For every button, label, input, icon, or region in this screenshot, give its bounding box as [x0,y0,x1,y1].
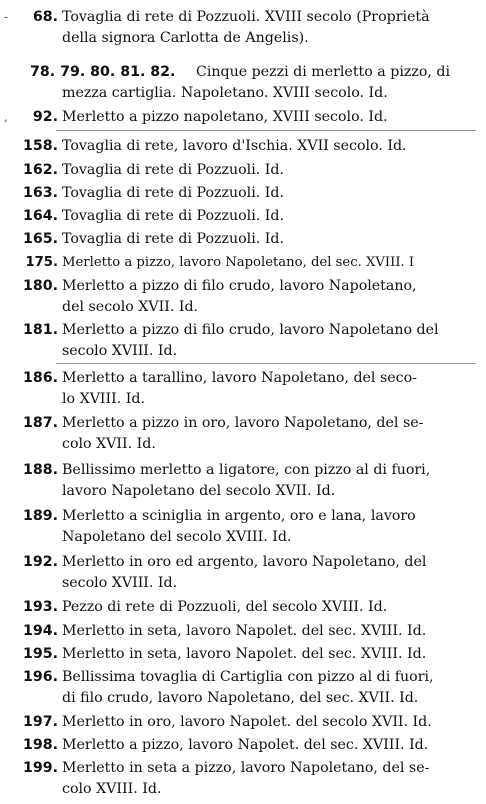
entry-text: secolo XVIII. Id. [62,343,178,359]
entry-text: secolo XVIII. Id. [62,575,178,591]
entry-text: Merletto a pizzo, lavoro Napoletano, del sec. XVIII. I [62,255,415,270]
entry-text: Tovaglia di rete di Pozzuoli. Id. [62,231,284,247]
entry-text: Tovaglia di rete di Pozzuoli. Id. [62,162,284,178]
entry-number: 162. [22,162,58,178]
entry-text: Tovaglia di rete di Pozzuoli. XVIII secolo (Proprietà [62,9,430,25]
entry-number: 164. [22,208,58,224]
entry-number: 78. 79. 80. 81. 82. [30,64,176,80]
entry-text [62,28,309,49]
entry-text: Pezzo di rete di Pozzuoli, del secolo XVIII. Id. [62,599,388,615]
entry-number: 195. [22,646,58,662]
entry-text: Merletto in oro, lavoro Napolet. del secolo XVII. Id. [62,714,432,730]
entry-number: 198. [22,737,58,753]
entry-text: mezza cartiglia. Napoletano. XVIII secolo. Id. [62,85,388,101]
entry-number: 192. [22,554,58,570]
entry-text: lavoro Napoletano del secolo XVII. Id. [62,483,336,499]
divider [56,363,476,364]
entry-number: 163. [22,185,58,201]
entry-number: 68. [32,9,58,25]
entry-text: Tovaglia di rete di Pozzuoli. Id. [62,185,284,201]
entry-number: 158. [22,138,58,154]
entry-text-part: della signora Carlotta de Angelis). [62,30,309,46]
entry-text: Merletto in oro ed argento, lavoro Napoletano, del [62,554,427,570]
entry-number: 199. [22,760,58,776]
entry-number: 197. [22,714,58,730]
entry-text: Merletto a tarallino, lavoro Napoletano, del seco- [62,370,417,386]
entry-text: Merletto a pizzo di filo crudo, lavoro Napoletano del [62,322,439,338]
divider [56,130,476,131]
entry-text: Tovaglia di rete, lavoro d'Ischia. XVII secolo. Id. [62,138,407,154]
entry-text: Merletto in seta a pizzo, lavoro Napoletano, del se- [62,760,430,776]
entry-number: 186. [22,370,58,386]
entry-text: Tovaglia di rete di Pozzuoli. Id. [62,208,284,224]
entry-number: 187. [22,415,58,431]
entry-number: 92. [32,109,58,125]
entry-number: 194. [22,623,58,639]
entry-number: 181. [22,322,58,338]
entry-text: colo XVIII. Id. [62,781,162,797]
entry-text: Merletto a pizzo, lavoro Napolet. del sec. XVIII. Id. [62,737,429,753]
entry-text: Merletto a sciniglia in argento, oro e lana, lavoro [62,508,416,524]
margin-mark: - [4,10,9,24]
entry-text: colo XVII. Id. [62,436,156,452]
entry-text: lo XVIII. Id. [62,391,145,407]
entry-text: Merletto a pizzo napoletano, XVIII secolo. Id. [62,109,388,125]
entry-text: Merletto a pizzo in oro, lavoro Napoletano, del se- [62,415,424,431]
entry-number: 165. [22,231,58,247]
entry-text: Cinque pezzi di merletto a pizzo, di [196,64,450,80]
entry-number: 193. [22,599,58,615]
entry-text: Merletto in seta, lavoro Napolet. del sec. XVIII. Id. [62,646,427,662]
entry-text: Napoletano del secolo XVIII. Id. [62,529,292,545]
entry-text: Merletto in seta, lavoro Napolet. del sec. XVIII. Id. [62,623,427,639]
entry-text: del secolo XVII. Id. [62,299,199,315]
entry-number: 188. [22,462,58,478]
entry-text: di filo crudo, lavoro Napoletano, del sec. XVII. Id. [62,690,419,706]
entry-number: 180. [22,278,58,294]
margin-mark: , [4,110,8,124]
entry-text: Merletto a pizzo di filo crudo, lavoro Napoletano, [62,278,417,294]
entry-number: 175. [25,255,58,270]
entry-number: 189. [22,508,58,524]
entry-text: Bellissima tovaglia di Cartiglia con pizzo al di fuori, [62,669,434,685]
entry-number: 196. [22,669,58,685]
entry-text: Bellissimo merletto a ligatore, con pizzo al di fuori, [62,462,431,478]
